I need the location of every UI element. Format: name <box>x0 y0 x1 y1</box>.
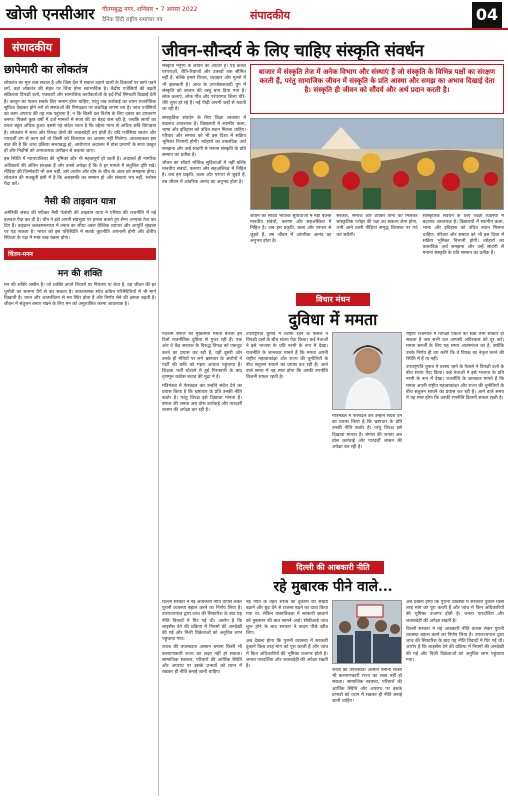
opinion-column-2 <box>246 332 328 562</box>
dateline: गौतमबुद्ध नगर, शनिवार • 7 अगस्त 2022 <box>102 6 198 13</box>
paragraph: सांस्कृतिक संवर्धन के लिए शिक्षा व्यवस्था में बदलाव आवश्यक है। विद्यालयों में स्थानीय कला, भाषा और इतिहास को उचित स्थान मिलना चाहिए। परिवार और समाज को भी इस दिशा में सक्रिय भूमिका निभानी होगी। त्योहारों का वास्तविक अर्थ समझना और उन्हें सादगी से मनाना संस्कृति के प्रति सम्मान का प्रतीक है। <box>422 214 504 257</box>
newspaper-brand: खोजी एनसीआर <box>6 5 95 23</box>
paragraph: सरकार, समाज और व्यक्ति तीनों को मिलकर सांस्कृतिक धरोहर की रक्षा का संकल्प लेना होगा, तभी आने वाली पीढ़ियां समृद्ध विरासत पर गर्व कर सकेंगी। <box>336 214 418 238</box>
paragraph: पश्चिम बंगाल की मुख्यमंत्री ममता बनर्जी इन दिनों राजनीतिक दुविधा से गुजर रही हैं। एक ओर वे केंद्र सरकार के विरुद्ध विपक्ष को एकजुट करने का प्रयास कर रही हैं, वहीं दूसरी ओर उनके ही मंत्रियों पर लगे भ्रष्टाचार के आरोपों ने पार्टी की छवि को गहरा आघात पहुंचाया है। शिक्षक भर्ती घोटाले में हुई गिरफ्तारी के बाद तृणमूल कांग्रेस बचाव की मुद्रा में है। <box>162 332 242 381</box>
opinion-column-4 <box>406 332 504 562</box>
column-divider <box>158 36 159 796</box>
crowd-illustration <box>251 119 504 210</box>
thoughts-headline: मन की शक्ति <box>57 269 103 280</box>
thoughts-body <box>4 283 156 308</box>
thoughts-band: चिंतन-मनन <box>4 248 156 260</box>
main-headline: जीवन-सौन्दर्य के लिए चाहिए संस्कृति संवर्धन <box>162 41 424 60</box>
delhi-headline: रहे मुबारक पीने वाले... <box>273 579 393 595</box>
paragraph: दिल्ली सरकार ने नई आबकारी नीति वापस लेकर पुरानी व्यवस्था बहाल करने का निर्णय लिया है। उपराज्यपाल द्वारा जांच की सिफारिश के बाद यह नीति विवादों में घिर गई थी। आरोप है कि लाइसेंस देने की प्रक्रिया में नियमों की अनदेखी की गई और निजी विक्रेताओं को अनुचित लाभ पहुंचाया गया। <box>162 600 242 643</box>
delhi-column-4 <box>406 600 504 796</box>
paragraph: राष्ट्रीय राजनीति में विपक्षी एकता का स्वप्न तभी साकार हो सकता है जब सभी दल आपसी अविश्वास को दूर करें। ममता बनर्जी के लिए यह समय आत्ममंथन का है, क्योंकि उनके निर्णय ही तय करेंगे कि वे विपक्ष का नेतृत्व करने की स्थिति में हैं या नहीं। <box>406 332 504 362</box>
paragraph: नई नीति के तहत शराब की दुकानों की संख्या बढ़ाने और छूट देने से राजस्व बढ़ने का दावा किया गया था, लेकिन वास्तविकता में सरकारी खजाने को नुकसान की बात सामने आई। सीबीआई जांच शुरू होने के बाद सरकार ने कदम पीछे खींच लिए। <box>246 600 328 637</box>
tagline: दैनिक हिंदी राष्ट्रीय समाचार पत्र <box>102 17 163 23</box>
left-column <box>4 36 156 796</box>
left-headline: छापेमारी का लोकतंत्र <box>4 63 88 76</box>
paragraph: सांस्कृतिक संवर्धन के लिए शिक्षा व्यवस्था में बदलाव आवश्यक है। विद्यालयों में स्थानीय कला, भाषा और इतिहास को उचित स्थान मिलना चाहिए। परिवार और समाज को भी इस दिशा में सक्रिय भूमिका निभानी होगी। त्योहारों का वास्तविक अर्थ समझना और उन्हें सादगी से मनाना संस्कृति के प्रति सम्मान का प्रतीक है। <box>162 115 246 158</box>
opinion-band-label: विचार मंथन <box>296 293 370 306</box>
paragraph: अब देखना होगा कि पुरानी व्यवस्था में सरकारी दुकानें किस तरह मांग को पूरा करती हैं और जांच में किन अधिकारियों की भूमिका उजागर होती है। जनता पारदर्शिता और जवाबदेही की अपेक्षा रखती है। <box>246 639 328 670</box>
paragraph: दिल्ली सरकार ने नई आबकारी नीति वापस लेकर पुरानी व्यवस्था बहाल करने का निर्णय लिया है। उपराज्यपाल द्वारा जांच की सिफारिश के बाद यह नीति विवादों में घिर गई थी। आरोप है कि लाइसेंस देने की प्रक्रिया में नियमों की अनदेखी की गई और निजी विक्रेताओं को अनुचित लाभ पहुंचाया गया। <box>406 626 504 663</box>
paragraph: अब देखना होगा कि पुरानी व्यवस्था में सरकारी दुकानें किस तरह मांग को पूरा करती हैं और जांच में किन अधिकारियों की भूमिका उजागर होती है। जनता पारदर्शिता और जवाबदेही की अपेक्षा रखती है। <box>406 600 504 624</box>
delhi-column-1 <box>162 600 242 796</box>
delhi-column-2 <box>246 600 328 796</box>
masthead <box>0 0 508 30</box>
opinion-band <box>162 292 504 306</box>
paragraph: मंत्रिमंडल में फेरबदल कर उन्होंने संदेश देने का प्रयास किया है कि भ्रष्टाचार के प्रति उनकी नीति कठोर है। परंतु विपक्ष इसे दिखावा मानता है। बंगाल की जनता अब ठोस कार्रवाई और पारदर्शी शासन की अपेक्षा कर रही है। <box>332 414 402 451</box>
paragraph: संस्कृति मनुष्य के जीवन का आधार है। यह केवल परंपराओं, रीति-रिवाजों और उत्सवों तक सीमित नहीं है, बल्कि हमारे विचार, व्यवहार और मूल्यों में भी झलकती है। आज के उपभोक्तावादी युग में संस्कृति को बाजार की वस्तु बना दिया गया है। लोक कलाएं, लोक गीत और परंपरागत शिल्प धीरे-धीरे लुप्त हो रहे हैं। नई पीढ़ी अपनी जड़ों से कटती जा रही है। <box>162 64 246 113</box>
delhi-band-label: दिल्ली की आबकारी नीति <box>282 561 383 574</box>
paragraph: उपराष्ट्रपति चुनाव में तटस्थ रहने के फैसले ने विपक्षी दलों के बीच संशय पैदा किया। कई नेताओं ने इसे भाजपा के प्रति नरमी के रूप में देखा। राजनीति के जानकार मानते हैं कि ममता अपनी राष्ट्रीय महत्वाकांक्षा और राज्य की चुनौतियों के बीच संतुलन साधने का प्रयास कर रही हैं। आने वाले समय में यह स्पष्ट होगा कि उनकी रणनीति कितनी सफल रहती है। <box>246 332 328 381</box>
festival-crowd-photo <box>250 118 504 210</box>
paragraph: अमेरिकी संसद की स्पीकर नैंसी पेलोसी की ताइवान यात्रा ने एशिया की राजनीति में नई हलचल पैदा कर दी है। चीन ने इसे अपनी संप्रभुता पर हमला बताते हुए सैन्य अभ्यास तेज कर दिए हैं। ताइवान जलडमरूमध्य में तनाव का सीधा असर वैश्विक व्यापार और आपूर्ति श्रृंखला पर पड़ सकता है। भारत को इस परिस्थिति में सतर्क कूटनीति अपनानी होगी और क्षेत्रीय स्थिरता के पक्ष में स्पष्ट रुख रखना होगा। <box>4 211 156 242</box>
editorial-tag: संपादकीय <box>4 38 60 57</box>
divider <box>162 60 504 61</box>
left-subheadline: नैसी की ताइवान यात्रा <box>44 197 116 208</box>
opinion-headline: दुविधा में ममता <box>288 310 378 329</box>
main-article-bottom <box>250 214 504 286</box>
opinion-column-3 <box>332 414 402 562</box>
paragraph: इस स्थिति में न्यायपालिका की भूमिका और भी महत्वपूर्ण हो जाती है। अदालतें ही नागरिक अधिकारों की अंतिम संरक्षक हैं और उनसे अपेक्षा है कि वे हर मामले में संतुलित दृष्टि रखें। मीडिया की जिम्मेदारी भी कम नहीं, उसे आरोप और दोष के बीच के अंतर को समझना होगा। लोकतंत्र की मजबूती इसी में है कि असहमति का सम्मान हो और संस्थाएं भय नहीं, भरोसा पैदा करें। <box>4 157 156 188</box>
paragraph: शराब की उपलब्धता आसान बनाना किसी भी कल्याणकारी राज्य का लक्ष्य नहीं हो सकता। सामाजिक स्वास्थ्य, परिवारों की आर्थिक स्थिति और अपराध पर इसके प्रभावों को ध्यान में रखकर ही नीति बनाई जानी चाहिए। <box>332 668 402 705</box>
paragraph: जीवन का सौंदर्य भौतिक सुविधाओं में नहीं बल्कि मानवीय संबंधों, करुणा और सहअस्तित्व में निहित है। जब हम प्रकृति, कला और परंपरा से जुड़ते हैं, तब जीवन में आंतरिक आनंद का अनुभव होता है। <box>162 161 246 185</box>
left-article-body <box>4 81 156 188</box>
protest-illustration <box>333 601 402 664</box>
delhi-band <box>162 560 504 574</box>
left-sub-article-body <box>4 211 156 242</box>
paragraph: जीवन का सौंदर्य भौतिक सुविधाओं में नहीं बल्कि मानवीय संबंधों, करुणा और सहअस्तित्व में निहित है। जब हम प्रकृति, कला और परंपरा से जुड़ते हैं, तब जीवन में आंतरिक आनंद का अनुभव होता है। <box>250 214 332 244</box>
section-title: संपादकीय <box>249 9 291 22</box>
main-article-column <box>162 64 246 286</box>
page-number: 04 <box>472 2 502 28</box>
opinion-column-1 <box>162 332 242 562</box>
delhi-column-3 <box>332 668 402 796</box>
paragraph: लोकतंत्र का मूल तत्व सवाल है और जिस देश में सवाल उठाने वालों के ठिकानों पर छापे पड़ने लगें, वहां लोकतंत्र की सेहत पर चिंता होना स्वाभाविक है। केंद्रीय एजेंसियों की बढ़ती सक्रियता विपक्षी दलों, पत्रकारों और सामाजिक कार्यकर्ताओं के इर्द-गिर्द सिमटती दिखाई देती है। कानून का पालन सबके लिए समान होना चाहिए, परंतु जब कार्रवाई का चयन राजनीतिक सुविधा देखकर होने लगे तो संस्थाओं की निष्पक्षता पर प्रश्नचिह्न लगना तय है। जांच एजेंसियों का काम अपराध की तह तक पहुंचना है, न कि किसी दल विशेष के लिए दबाव का उपकरण बनना। पिछले कुछ वर्षों में दर्ज मामलों में सजा की दर बेहद कम रही है, जबकि छापों का प्रचार बहुत अधिक हुआ। इससे यह संदेश जाता है कि उद्देश्य न्याय से अधिक छवि बिगाड़ना है। लोकतंत्र में सत्ता और विपक्ष दोनों की जवाबदेही तय होती है। यदि एजेंसियां स्वतंत्र और पारदर्शी ढंग से काम करें तो किसी को शिकायत का अवसर नहीं मिलेगा। आवश्यकता इस बात की है कि जांच प्रक्रिया समयबद्ध हो, आरोपपत्र अदालत में ठोस प्रमाणों के साथ प्रस्तुत हों और निर्दोषों को अनावश्यक उत्पीड़न से बचाया जाए। <box>4 81 156 155</box>
paragraph: मन की शक्ति असीम है। जो व्यक्ति अपने विचारों पर नियंत्रण पा लेता है, वह जीवन की हर चुनौती का सामना धैर्य से कर सकता है। सकारात्मक सोच कठिन परिस्थितियों में भी मार्ग दिखाती है। ध्यान और आत्मचिंतन से मन स्थिर होता है और निर्णय लेने की क्षमता बढ़ती है। जीवन में संतुलन बनाए रखने के लिए मन को अनुशासित करना आवश्यक है। <box>4 283 156 308</box>
paragraph: उपराष्ट्रपति चुनाव में तटस्थ रहने के फैसले ने विपक्षी दलों के बीच संशय पैदा किया। कई नेताओं ने इसे भाजपा के प्रति नरमी के रूप में देखा। राजनीति के जानकार मानते हैं कि ममता अपनी राष्ट्रीय महत्वाकांक्षा और राज्य की चुनौतियों के बीच संतुलन साधने का प्रयास कर रही हैं। आने वाले समय में यह स्पष्ट होगा कि उनकी रणनीति कितनी सफल रहती है। <box>406 365 504 402</box>
paragraph: शराब की उपलब्धता आसान बनाना किसी भी कल्याणकारी राज्य का लक्ष्य नहीं हो सकता। सामाजिक स्वास्थ्य, परिवारों की आर्थिक स्थिति और अपराध पर इसके प्रभावों को ध्यान में रखकर ही नीति बनाई जानी चाहिए। <box>162 645 242 676</box>
politician-photo <box>332 332 402 410</box>
main-deck: बाजार में संस्कृति तेज में अनेक विभाग और संस्थाएं हैं जो संस्कृति के विभिन्न पक्षों का संरक्षण करती हैं, परंतु सामाजिक जीवन में संस्कृति के प्रति आस्था और समझ का अभाव दिखाई देता है। संस्कृति ही जीवन को सौंदर्य और अर्थ प्रदान करती है। <box>250 64 504 114</box>
protest-photo <box>332 600 402 664</box>
paragraph: मंत्रिमंडल में फेरबदल कर उन्होंने संदेश देने का प्रयास किया है कि भ्रष्टाचार के प्रति उनकी नीति कठोर है। परंतु विपक्ष इसे दिखावा मानता है। बंगाल की जनता अब ठोस कार्रवाई और पारदर्शी शासन की अपेक्षा कर रही है। <box>162 383 242 414</box>
portrait-illustration <box>333 333 402 410</box>
